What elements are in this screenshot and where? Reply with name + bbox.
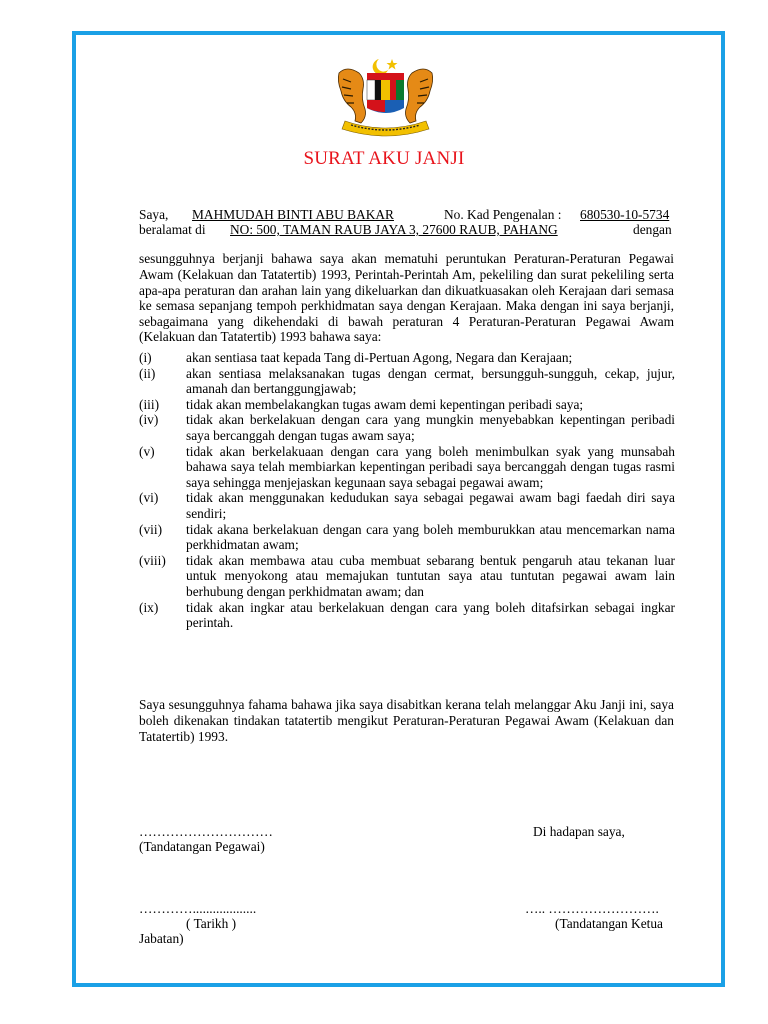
list-item: (iii) tidak akan membelakangkan tugas awam demi kepentingan peribadi saya;	[139, 396, 584, 412]
list-item: (ii) akan sentiasa melaksanakan tugas dengan cermat, bersungguh-sungguh, cekap, jujur, amanah dan bertanggungjawab;	[139, 365, 675, 397]
address-after: dengan	[633, 222, 672, 237]
list-item: (ix) tidak akan ingkar atau berkelakuan dengan cara yang boleh ditafsirkan sebagai ingkar perintah.	[139, 599, 675, 631]
list-item: (v) tidak akan berkelakuaan dengan cara yang boleh menimbulkan syak yang munsabah bahawa saya telah membiarkan kepentingan peribadi saya bercanggah dengan tugas rasmi saya sehingga menjejaskan kegunaan saya sebagai pegawai awam;	[139, 443, 675, 490]
list-item: (viii) tidak akan membawa atau cuba membuat sebarang bentuk pengaruh atau tekanan luar untuk menyokong atau memajukan tuntutan saya atau tuntutan pegawai awam lain berhubung dengan perkhidmatan awam; dan	[139, 552, 675, 599]
malaysia-coat-of-arms-icon	[329, 55, 442, 140]
officer-signature-label: (Tandatangan Pegawai)	[139, 839, 265, 854]
address-value: NO: 500, TAMAN RAUB JAYA 3, 27600 RAUB, PAHANG	[230, 222, 558, 237]
intro-paragraph: sesungguhnya berjanji bahawa saya akan mematuhi peruntukan Peraturan-Peraturan Pegawai Awam (Kelakuan dan Tatatertib) 1993, Perintah-Perintah Am, pekeliling dan surat pekeliling serta apa-apa peraturan dan arahan lain yang dikeluarkan dan dikuatkuasakan oleh Kerajaan dari semasa ke semasa sepanjang tempoh perkhidmatan saya dengan Kerajaan. Maka dengan ini saya berjanji, sebagaimana yang dikehendaki di bawah peraturan 4 Peraturan-Peraturan Pegawai Awam (Kelakuan dan Tatatertib) 1993 bahawa saya:	[139, 251, 674, 345]
document-title: SURAT AKU JANJI	[303, 148, 465, 169]
officer-signature-dots: …………………………	[139, 824, 273, 839]
list-item: (iv) tidak akan berkelakuan dengan cara yang mungkin menyebabkan kepentingan peribadi saya bercanggah dengan tugas awam saya;	[139, 412, 675, 443]
date-label: ( Tarikh )	[186, 916, 237, 931]
date-dots: …………...................	[139, 901, 257, 916]
list-item: (vi) tidak akan menggunakan kedudukan saya sebagai pegawai awam bagi faedah diri saya sendiri;	[139, 490, 675, 521]
head-signature-label-cont: Jabatan)	[139, 931, 184, 946]
list-item: (vii) tidak akana berkelakuan dengan cara yang boleh memburukkan atau mencemarkan nama perkhidmatan awam;	[139, 521, 675, 553]
declarant-name: MAHMUDAH BINTI ABU BAKAR	[192, 207, 394, 222]
saya-label: Saya,	[139, 207, 169, 222]
head-signature-label: (Tandatangan Ketua	[555, 916, 663, 931]
ic-label: No. Kad Pengenalan :	[444, 207, 562, 222]
ic-number: 680530-10-5734	[580, 207, 670, 222]
list-item: (i) akan sentiasa taat kepada Tang di-Pertuan Agong, Negara dan Kerajaan;	[139, 350, 573, 365]
head-signature-dots: ….. …………………….	[525, 901, 659, 916]
undertaking-list	[139, 350, 675, 631]
closing-paragraph: Saya sesungguhnya fahama bahawa jika saya disabitkan kerana telah melanggar Aku Janji ini, saya boleh dikenakan tindakan tatatertib mengikut Peraturan-Peraturan Pegawai Awam (Kelakuan dan Tatatertib) 1993.	[139, 697, 674, 744]
address-label: beralamat di	[139, 222, 206, 237]
witness-label: Di hadapan saya,	[533, 824, 625, 839]
